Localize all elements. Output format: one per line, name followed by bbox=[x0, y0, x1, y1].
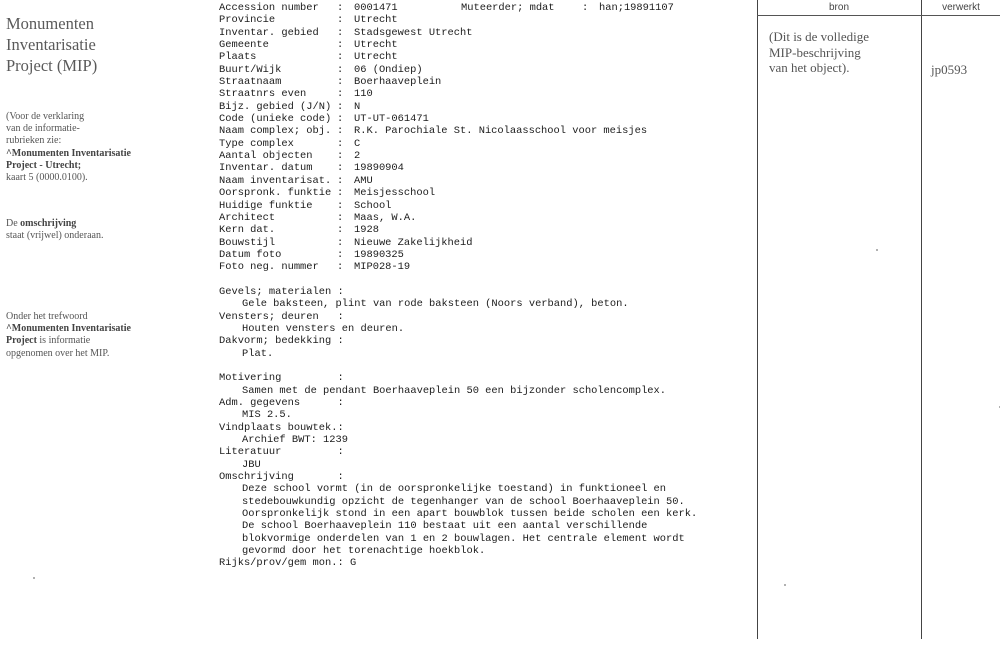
field-colon: : bbox=[337, 100, 344, 113]
field-label: Straatnaam bbox=[219, 76, 282, 89]
record-fields bbox=[219, 14, 759, 273]
field-row bbox=[219, 113, 759, 125]
field-row bbox=[219, 76, 759, 88]
gevels-text: Gele baksteen, plint van rode baksteen (Noors verband), beton. bbox=[242, 298, 629, 311]
field-colon: : bbox=[337, 261, 344, 274]
description-note-pre: De bbox=[6, 218, 21, 229]
field-row bbox=[219, 88, 759, 100]
rijks-label: Rijks/prov/gem mon.: bbox=[219, 557, 344, 570]
field-value: School bbox=[354, 199, 392, 212]
description-note bbox=[6, 218, 206, 242]
legend-note-line: (Voor de verklaring bbox=[6, 111, 85, 122]
field-colon: : bbox=[337, 248, 344, 261]
vindplaats-text: Archief BWT: 1239 bbox=[242, 434, 349, 447]
mip-title-line-3: Project (MIP) bbox=[6, 56, 98, 75]
field-value: Utrecht bbox=[354, 39, 398, 52]
scan-speck bbox=[876, 249, 878, 251]
accession-label: Accession number bbox=[219, 2, 319, 14]
dakvorm-text: Plat. bbox=[242, 347, 274, 360]
mip-title bbox=[6, 13, 206, 76]
field-colon: : bbox=[337, 137, 344, 150]
field-value: Meisjesschool bbox=[354, 187, 436, 200]
rijks-value: G bbox=[349, 557, 357, 570]
field-colon: : bbox=[337, 39, 344, 52]
motivering-text: Samen met de pendant Boerhaaveplein 50 een bijzonder scholencomplex. bbox=[242, 384, 667, 397]
field-label: Oorspronk. funktie bbox=[219, 187, 332, 200]
field-label: Foto neg. nummer bbox=[219, 261, 319, 274]
field-row bbox=[219, 125, 759, 137]
field-row bbox=[219, 162, 759, 174]
legend-note-bold: Project - Utrecht; bbox=[6, 159, 82, 171]
field-value: N bbox=[354, 100, 361, 113]
field-colon: : bbox=[337, 162, 344, 175]
field-label: Inventar. datum bbox=[219, 162, 313, 175]
field-row bbox=[219, 249, 759, 261]
legend-note-bold: ^Monumenten Inventarisatie bbox=[6, 147, 131, 159]
bron-description-line: van het object). bbox=[769, 60, 850, 75]
description-note-line: staat (vrijwel) onderaan. bbox=[6, 230, 104, 242]
bron-description-line: (Dit is de volledige bbox=[769, 29, 870, 44]
muteerder-value: han;19891107 bbox=[599, 2, 674, 14]
omschrijving-label: Omschrijving : bbox=[219, 471, 344, 484]
field-label: Naam complex; obj. bbox=[219, 125, 332, 138]
omschrijving-line: blokvormige onderdelen van 1 en 2 bouwlagen. Het centrale element wordt bbox=[242, 532, 685, 545]
field-colon: : bbox=[337, 88, 344, 101]
field-value: Maas, W.A. bbox=[354, 211, 417, 224]
field-value: Stadsgewest Utrecht bbox=[354, 26, 473, 39]
keyword-note-line: opgenomen over het MIP. bbox=[6, 347, 110, 359]
field-colon: : bbox=[337, 14, 344, 27]
rijks-row bbox=[219, 557, 759, 569]
field-label: Datum foto bbox=[219, 248, 282, 261]
field-value: Utrecht bbox=[354, 51, 398, 64]
keyword-note bbox=[6, 311, 206, 360]
keyword-note-bold: ^Monumenten Inventarisatie bbox=[6, 323, 131, 335]
sidebar bbox=[6, 13, 206, 359]
verwerkt-value: jp0593 bbox=[931, 62, 968, 77]
gevels-label: Gevels; materialen : bbox=[219, 285, 344, 298]
omschrijving-line: De school Boerhaaveplein 110 bestaat uit een aantal verschillende bbox=[242, 520, 648, 533]
omschrijving-text bbox=[219, 483, 759, 557]
field-colon: : bbox=[337, 224, 344, 237]
field-label: Bouwstijl bbox=[219, 236, 276, 249]
field-colon: : bbox=[337, 150, 344, 163]
field-row bbox=[219, 237, 759, 249]
field-colon: : bbox=[337, 174, 344, 187]
table-divider-left bbox=[757, 0, 758, 639]
field-colon: : bbox=[337, 236, 344, 249]
field-value: 1928 bbox=[354, 224, 379, 237]
field-label: Architect bbox=[219, 211, 276, 224]
field-value: AMU bbox=[354, 174, 373, 187]
field-label: Gemeente bbox=[219, 39, 269, 52]
dakvorm-label: Dakvorm; bedekking : bbox=[219, 335, 344, 348]
field-label: Naam inventarisat. bbox=[219, 174, 332, 187]
field-label: Inventar. gebied bbox=[219, 26, 319, 39]
field-row bbox=[219, 261, 759, 273]
field-colon: : bbox=[337, 211, 344, 224]
mip-title-line-2: Inventarisatie bbox=[6, 35, 96, 54]
column-header-verwerkt: verwerkt bbox=[942, 2, 980, 13]
field-row bbox=[219, 14, 759, 26]
muteerder-label: Muteerder; mdat bbox=[461, 2, 555, 14]
accession-row: Accession number : 0001471 Muteerder; mdat : han;19891107 bbox=[219, 2, 674, 14]
field-value: Nieuwe Zakelijkheid bbox=[354, 236, 473, 249]
adm-label: Adm. gegevens : bbox=[219, 397, 344, 409]
legend-note-line: rubrieken zie: bbox=[6, 135, 62, 147]
omschrijving-line: stedebouwkundig opzicht de tegenhanger van de school Boerhaaveplein 50. bbox=[242, 495, 685, 508]
field-row bbox=[219, 64, 759, 76]
bron-description-line: MIP-beschrijving bbox=[769, 44, 861, 60]
field-colon: : bbox=[337, 113, 344, 126]
description-note-bold: omschrijving bbox=[20, 218, 77, 229]
field-row bbox=[219, 150, 759, 162]
field-label: Bijz. gebied (J/N) bbox=[219, 100, 332, 113]
field-label: Kern dat. bbox=[219, 224, 276, 237]
field-value: UT-UT-061471 bbox=[354, 113, 429, 126]
accession-value: 0001471 bbox=[354, 2, 398, 14]
field-value: MIP028-19 bbox=[354, 261, 411, 274]
keyword-note-bold: Project bbox=[6, 335, 37, 347]
scan-speck bbox=[784, 584, 786, 586]
field-row bbox=[219, 27, 759, 39]
column-header-bron: bron bbox=[828, 2, 849, 13]
field-label: Aantal objecten bbox=[219, 150, 313, 163]
keyword-note-rest: is informatie bbox=[36, 335, 91, 347]
field-label: Provincie bbox=[219, 14, 276, 27]
literatuur-label: Literatuur : bbox=[219, 446, 344, 459]
bron-description bbox=[769, 29, 909, 76]
field-value: Boerhaaveplein bbox=[354, 76, 442, 89]
literatuur-text: JBU bbox=[242, 458, 261, 471]
omschrijving-line: Deze school vormt (in de oorspronkelijke toestand) in funktioneel en bbox=[242, 483, 667, 496]
field-value: 19890325 bbox=[354, 248, 404, 261]
field-colon: : bbox=[337, 51, 344, 64]
vensters-text: Houten vensters en deuren. bbox=[242, 322, 405, 335]
keyword-note-line: Onder het trefwoord bbox=[6, 311, 88, 322]
table-divider-middle bbox=[921, 0, 922, 639]
field-label: Straatnrs even bbox=[219, 88, 307, 101]
adm-text: MIS 2.5. bbox=[242, 409, 292, 422]
record-body bbox=[219, 2, 759, 570]
legend-note-line: kaart 5 (0000.0100). bbox=[6, 172, 88, 184]
field-row bbox=[219, 200, 759, 212]
field-row bbox=[219, 51, 759, 63]
legend-note-line: van de informatie- bbox=[6, 123, 80, 135]
omschrijving-line: gevormd door het torenachtige hoekblok. bbox=[242, 545, 486, 558]
field-colon: : bbox=[337, 26, 344, 39]
field-label: Plaats bbox=[219, 51, 257, 64]
vindplaats-label: Vindplaats bouwtek.: bbox=[219, 421, 344, 434]
field-value: Utrecht bbox=[354, 14, 398, 27]
field-colon: : bbox=[337, 125, 344, 138]
field-label: Huidige funktie bbox=[219, 199, 313, 212]
field-value: R.K. Parochiale St. Nicolaasschool voor meisjes bbox=[354, 125, 648, 138]
table-header bbox=[757, 0, 1000, 16]
field-row bbox=[219, 138, 759, 150]
field-value: 2 bbox=[354, 150, 361, 163]
omschrijving-line: Oorspronkelijk stond in een apart bouwblok tussen beide scholen een kerk. bbox=[242, 508, 698, 521]
field-value: 06 (Ondiep) bbox=[354, 63, 423, 76]
field-row bbox=[219, 212, 759, 224]
vensters-label: Vensters; deuren : bbox=[219, 310, 344, 323]
field-label: Type complex bbox=[219, 137, 294, 150]
field-row bbox=[219, 224, 759, 236]
field-label: Buurt/Wijk bbox=[219, 63, 282, 76]
field-row bbox=[219, 187, 759, 199]
motivering-label: Motivering : bbox=[219, 372, 344, 385]
field-value: 110 bbox=[354, 88, 373, 101]
field-value: C bbox=[354, 137, 361, 150]
field-colon: : bbox=[337, 199, 344, 212]
legend-note bbox=[6, 111, 206, 184]
field-row bbox=[219, 39, 759, 51]
field-colon: : bbox=[337, 187, 344, 200]
scan-speck bbox=[33, 577, 35, 579]
mip-title-line-1: Monumenten bbox=[6, 14, 94, 33]
field-colon: : bbox=[337, 63, 344, 76]
field-row bbox=[219, 175, 759, 187]
field-row bbox=[219, 101, 759, 113]
field-value: 19890904 bbox=[354, 162, 404, 175]
field-colon: : bbox=[337, 76, 344, 89]
field-label: Code (unieke code) bbox=[219, 113, 332, 126]
